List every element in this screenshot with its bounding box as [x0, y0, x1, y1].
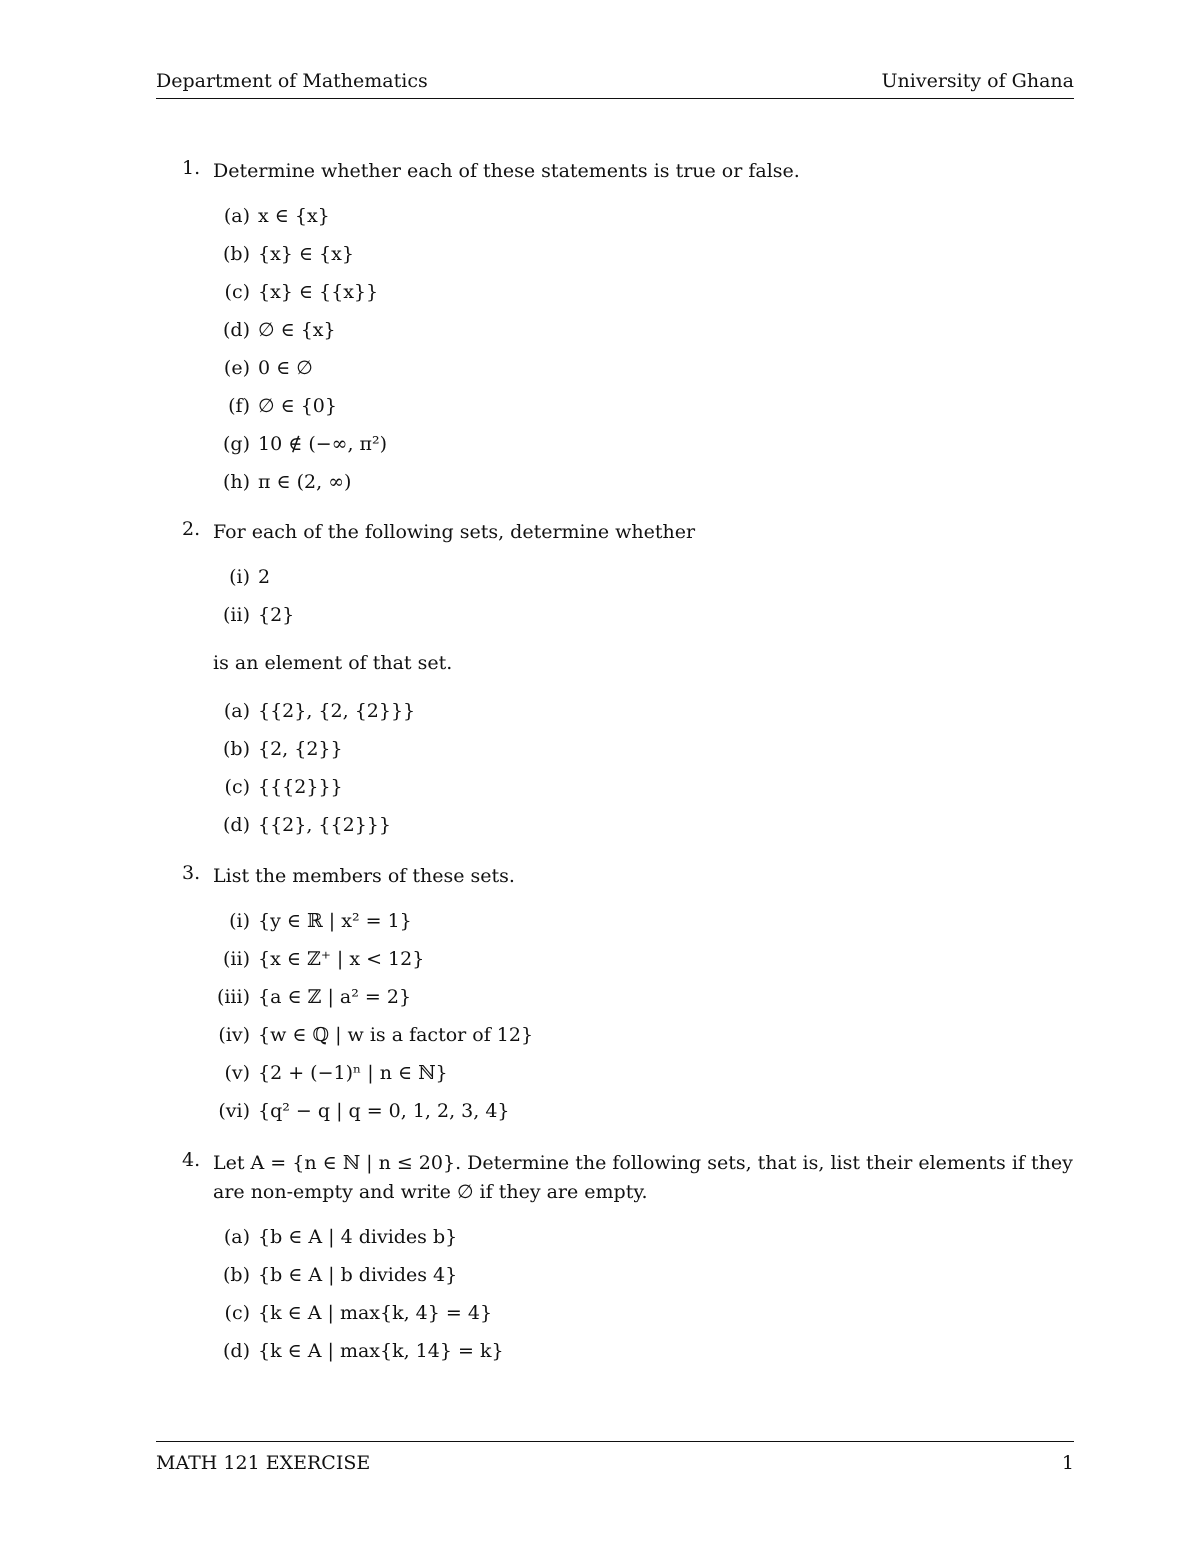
item-expression: {2, {2}} [258, 738, 343, 760]
item-label: (a) [223, 1226, 250, 1248]
item-label: (ii) [223, 604, 250, 626]
item-expression: x ∈ {x} [258, 205, 330, 227]
item-label: (c) [224, 776, 250, 798]
list-item [156, 948, 250, 978]
item-label: (d) [223, 1340, 250, 1362]
item-label: (i) [229, 910, 250, 932]
list-item [156, 1340, 250, 1370]
item-expression: {x} ∈ {{x}} [258, 281, 379, 303]
list-item [156, 395, 250, 425]
footer-course: MATH 121 EXERCISE [156, 1452, 371, 1474]
item-expression: {b ∈ A | b divides 4} [258, 1264, 458, 1286]
item-label: (i) [229, 566, 250, 588]
item-label: (a) [223, 205, 250, 227]
item-expression: ∅ ∈ {0} [258, 395, 337, 417]
item-expression: 0 ∈ ∅ [258, 357, 313, 379]
item-label: (iii) [216, 986, 250, 1008]
item-label: (b) [223, 1264, 250, 1286]
header-university: University of Ghana [881, 70, 1074, 92]
list-item [156, 319, 250, 349]
problem-text: For each of the following sets, determine whether [213, 521, 696, 543]
header-department: Department of Mathematics [156, 70, 428, 92]
list-item [156, 1062, 250, 1092]
list-item [156, 205, 250, 235]
problem-number: 2. [182, 518, 201, 540]
item-expression: 2 [258, 566, 271, 588]
list-item [156, 566, 250, 596]
list-item [156, 776, 250, 806]
item-label: (f) [228, 395, 250, 417]
item-expression: {b ∈ A | 4 divides b} [258, 1226, 458, 1248]
item-label: (iv) [218, 1024, 250, 1046]
list-item [156, 814, 250, 844]
list-item [156, 471, 250, 501]
item-label: (d) [223, 814, 250, 836]
item-expression: {{2}, {{2}}} [258, 814, 391, 836]
list-item [156, 357, 250, 387]
problem-number: 1. [182, 157, 201, 179]
item-label: (c) [224, 281, 250, 303]
list-item [156, 1302, 250, 1332]
page-number: 1 [1061, 1452, 1074, 1474]
item-label: (b) [223, 738, 250, 760]
item-expression: {{2}, {2, {2}}} [258, 700, 416, 722]
list-item [156, 1024, 250, 1054]
item-expression: {2 + (−1)ⁿ | n ∈ ℕ} [258, 1062, 448, 1084]
item-expression: {2} [258, 604, 295, 626]
problem-number: 3. [182, 862, 201, 884]
item-label: (b) [223, 243, 250, 265]
item-label: (e) [223, 357, 250, 379]
list-item [156, 433, 250, 463]
item-label: (ii) [223, 948, 250, 970]
page-header [156, 70, 1074, 99]
list-item [156, 281, 250, 311]
item-expression: {k ∈ A | max{k, 4} = 4} [258, 1302, 493, 1324]
item-label: (vi) [218, 1100, 250, 1122]
item-label: (d) [223, 319, 250, 341]
page-footer [156, 1441, 1074, 1472]
problem-number: 4. [182, 1149, 201, 1171]
list-item [156, 700, 250, 730]
item-expression: ∅ ∈ {x} [258, 319, 336, 341]
list-item [156, 738, 250, 768]
item-label: (v) [224, 1062, 250, 1084]
list-item [156, 1226, 250, 1256]
item-expression: {a ∈ ℤ | a² = 2} [258, 986, 412, 1008]
list-item [156, 986, 250, 1016]
item-expression: {x} ∈ {x} [258, 243, 354, 265]
item-expression: {q² − q | q = 0, 1, 2, 3, 4} [258, 1100, 510, 1122]
item-expression: π ∈ (2, ∞) [258, 471, 352, 493]
item-label: (g) [223, 433, 250, 455]
list-item [156, 1264, 250, 1294]
list-item [156, 243, 250, 273]
item-label: (h) [222, 471, 250, 493]
item-expression: 10 ∉ (−∞, π²) [258, 433, 388, 455]
problem-2-mid-text: is an element of that set. [213, 652, 453, 674]
problem-text: List the members of these sets. [213, 865, 515, 887]
item-label: (a) [223, 700, 250, 722]
item-expression: {w ∈ ℚ | w is a factor of 12} [258, 1024, 534, 1046]
list-item [156, 1100, 250, 1130]
problem-text: Let A = {n ∈ ℕ | n ≤ 20}. Determine the following sets, that is, list their elements if they are non-empty and write ∅ if they are empty. [213, 1152, 1073, 1203]
item-expression: {{{2}}} [258, 776, 343, 798]
problem-text: Determine whether each of these statements is true or false. [213, 160, 800, 182]
item-label: (c) [224, 1302, 250, 1324]
list-item [156, 604, 250, 634]
item-expression: {y ∈ ℝ | x² = 1} [258, 910, 412, 932]
item-expression: {x ∈ ℤ⁺ | x < 12} [258, 948, 425, 970]
list-item [156, 910, 250, 940]
item-expression: {k ∈ A | max{k, 14} = k} [258, 1340, 504, 1362]
